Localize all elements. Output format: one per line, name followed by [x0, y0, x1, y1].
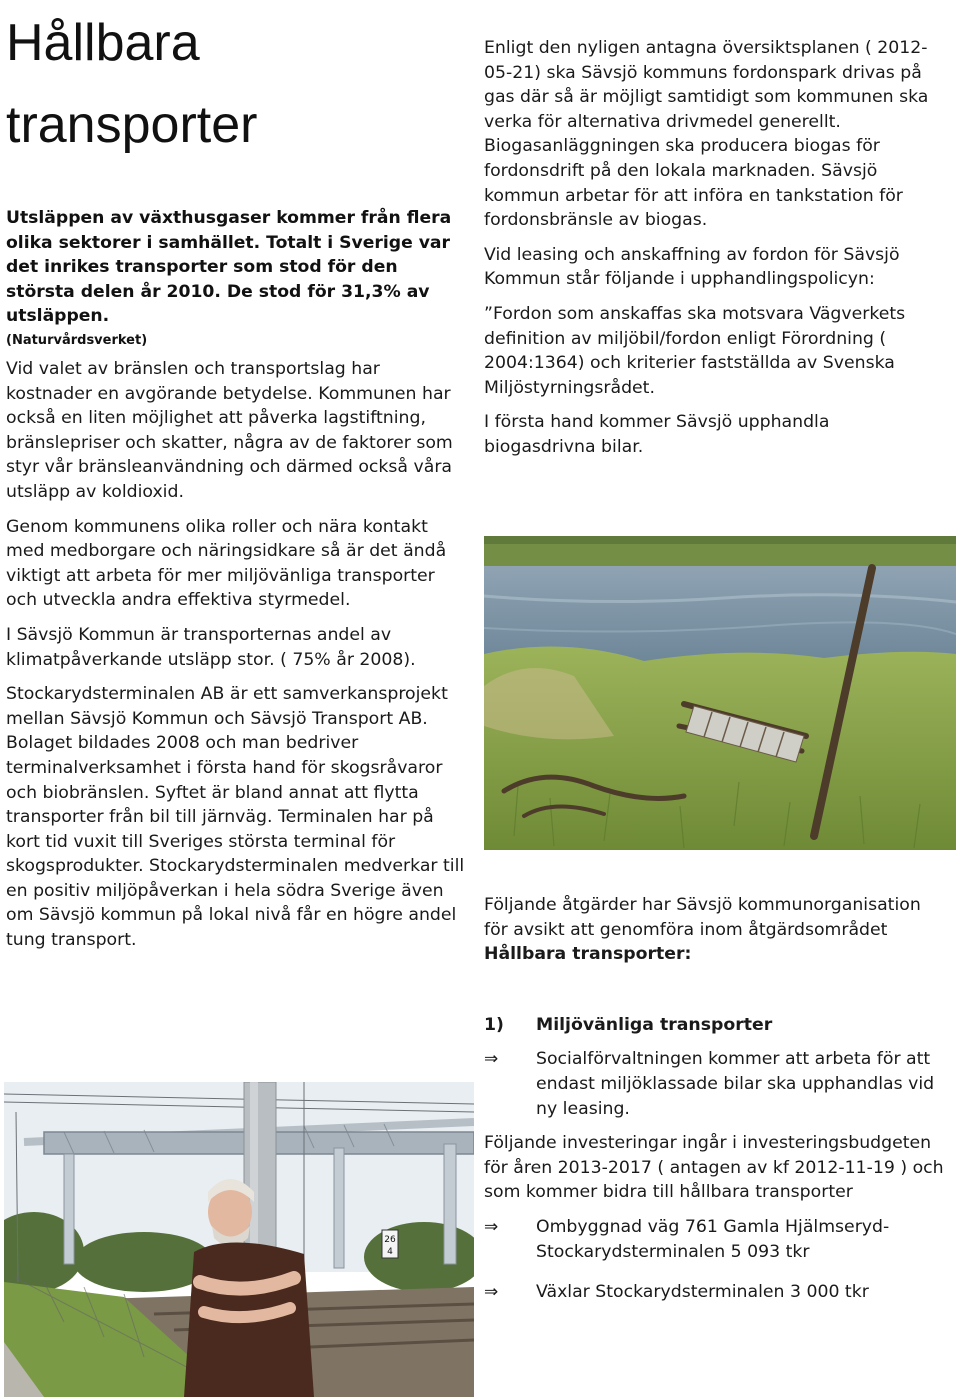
intro-source: (Naturvårdsverket) — [6, 332, 148, 348]
bullet-item-1 — [484, 1047, 944, 1121]
actions-intro — [484, 893, 944, 967]
right-paragraph-4: I första hand kommer Sävsjö upphandla biogasdrivna bilar. — [484, 412, 830, 457]
right-paragraph-3: ”Fordon som anskaffas ska motsvara Vägverkets definition av miljöbil/fordon enligt Förordning ( 2004:1364) och kriterier fastställda av Svenska Miljöstyrningsrådet. — [484, 303, 906, 398]
track-sign-top: 26 — [384, 1235, 396, 1245]
bullet-text-2: Ombyggnad väg 761 Gamla Hjälmseryd-Stockarydsterminalen 5 093 tkr — [536, 1216, 890, 1262]
right-column-top — [484, 36, 944, 460]
bullet-item-3 — [484, 1280, 944, 1305]
left-column — [6, 357, 466, 953]
bullet-item-2 — [484, 1215, 944, 1264]
railway-pole-photo — [4, 1082, 474, 1397]
railway-illustration — [4, 1082, 474, 1397]
title-line-1: Hållbara — [6, 14, 200, 72]
page-title — [6, 2, 466, 166]
left-paragraph-4: Stockarydsterminalen AB är ett samverkansprojekt mellan Sävsjö Kommun och Sävsjö Transport AB. Bolaget bildades 2008 och man bedriver terminalverksamhet i första hand för skogsråvaror och biobränslen. Syftet är bland annat att flytta transporter från bil till järnväg. Terminalen har på kort tid vuxit till Sveriges största terminal för skogsprodukter. Stockarydsterminalen medverkar till en positiv miljöpåverkan i hela södra Sverige även om Sävsjö kommun på lokal nivå får en högre andel tung transport. — [6, 684, 465, 951]
actions-intro-lead: Följande åtgärder har Sävsjö kommunorganisation för avsikt att genomföra inom åtgärdsområdet — [484, 895, 921, 940]
left-paragraph-2: Genom kommunens olika roller och nära kontakt med medborgare och näringsidkare så är det ändå viktigt att arbeta för mer miljövänliga transporter och utveckla andra effektiva styrmedel. — [6, 516, 447, 611]
double-arrow-icon: ⇒ — [484, 1282, 499, 1303]
bullet-text-3: Växlar Stockarydsterminalen 3 000 tkr — [536, 1282, 869, 1303]
title-line-2: transporter — [6, 96, 258, 154]
right-paragraph-1: Enligt den nyligen antagna översiktsplanen ( 2012-05-21) ska Sävsjö kommuns fordonspark drivas på gas där så är möjligt samtidigt som kommunen ska verka för alternativa drivmedel generellt. Biogasanläggningen ska producera biogas för fordonsdrift på den lokala marknaden. Sävsjö kommun arbetar för att införa en tankstation för fordonsbränsle av biogas. — [484, 38, 929, 231]
bullet-text-1: Socialförvaltningen kommer att arbeta för att endast miljöklassade bilar ska upphandlas vid ny leasing. — [536, 1049, 935, 1119]
numbered-item-1 — [484, 1013, 944, 1038]
item-number: 1) — [484, 1014, 504, 1035]
actions-intro-bold: Hållbara transporter: — [484, 944, 692, 965]
intro-block — [6, 206, 466, 354]
lake-bench-photo — [484, 536, 956, 850]
intro-text: Utsläppen av växthusgaser kommer från flera olika sektorer i samhället. Totalt i Sverige var det inrikes transporter som stod för den största delen år 2010. De stod för 31,3% av utsläppen. — [6, 208, 452, 327]
left-paragraph-1: Vid valet av bränslen och transportslag har kostnader en avgörande betydelse. Kommunen har också en liten möjlighet att påverka lagstiftning, bränslepriser och skatter, några av de faktorer som styr vår bränsleanvändning och därmed också våra utsläpp av koldioxid. — [6, 359, 453, 502]
right-column-bottom — [484, 893, 944, 1305]
double-arrow-icon: ⇒ — [484, 1049, 499, 1070]
track-sign-bottom: 4 — [387, 1247, 393, 1257]
lake-bench-illustration — [484, 536, 956, 850]
item-heading: Miljövänliga transporter — [536, 1014, 773, 1035]
double-arrow-icon: ⇒ — [484, 1216, 499, 1237]
right-paragraph-2: Vid leasing och anskaffning av fordon för Sävsjö Kommun står följande i upphandlingspolicyn: — [484, 244, 900, 290]
investments-paragraph: Följande investeringar ingår i investeringsbudgeten för åren 2013-2017 ( antagen av kf 2012-11-19 ) och som kommer bidra till hållbara transporter — [484, 1133, 944, 1203]
left-paragraph-3: I Sävsjö Kommun är transporternas andel av klimatpåverkande utsläpp stor. ( 75% år 2008). — [6, 624, 416, 670]
